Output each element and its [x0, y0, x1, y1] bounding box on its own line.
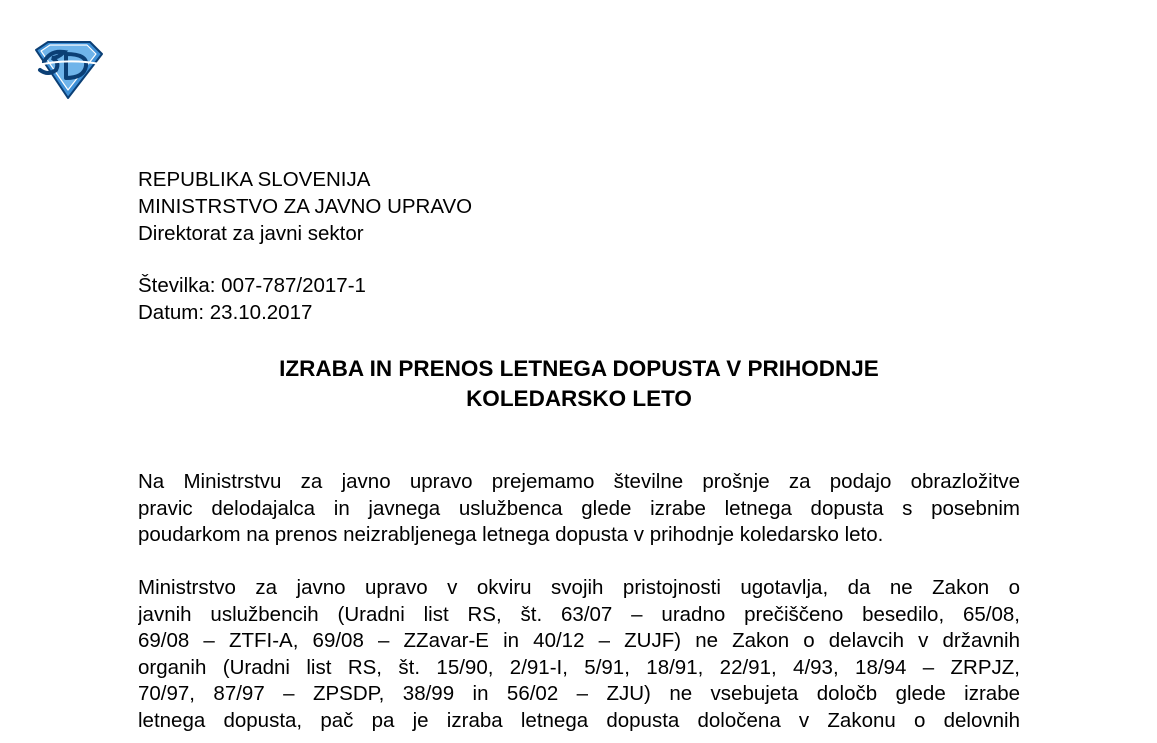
- paragraph-line: Ministrstvo za javno upravo v okviru svojih pristojnosti ugotavlja, da ne Zakon o: [138, 576, 1020, 599]
- body-paragraph-2: [138, 575, 1020, 735]
- paragraph-line: poudarkom na prenos neizrabljenega letnega dopusta v prihodnje koledarsko leto.: [138, 523, 884, 547]
- paragraph-line: 70/97, 87/97 – ZPSDP, 38/99 in 56/02 – ZJU) ne vsebujeta določb glede izrabe: [138, 682, 1020, 706]
- issuer-country: REPUBLIKA SLOVENIJA: [138, 168, 371, 191]
- title-line-1: IZRABA IN PRENOS LETNEGA DOPUSTA V PRIHODNJE: [279, 356, 879, 381]
- paragraph-line: Na Ministrstvu za javno upravo prejemamo številne prošnje za podajo obrazložitve: [138, 470, 1020, 493]
- document-date: Datum: 23.10.2017: [138, 301, 313, 324]
- paragraph-line: letnega dopusta, pač pa je izraba letnega dopusta določena v Zakonu o delovnih: [138, 708, 1020, 732]
- paragraph-line: javnih uslužbencih (Uradni list RS, št. 63/07 – uradno prečiščeno besedilo, 65/08,: [138, 602, 1020, 626]
- document-title: [138, 354, 1020, 414]
- paragraph-line: organih (Uradni list RS, št. 15/90, 2/91-I, 5/91, 18/91, 22/91, 4/93, 18/94 – ZRPJZ,: [138, 655, 1020, 679]
- issuer-block: [138, 166, 472, 247]
- document-number: Številka: 007-787/2017-1: [138, 274, 366, 297]
- body-paragraph-1: [138, 469, 1020, 549]
- ministry-logo: [30, 40, 104, 100]
- title-line-2: KOLEDARSKO LETO: [466, 386, 692, 411]
- issuer-directorate: Direktorat za javni sektor: [138, 222, 364, 245]
- paragraph-line: 69/08 – ZTFI-A, 69/08 – ZZavar-E in 40/12 – ZUJF) ne Zakon o delavcih v državnih: [138, 629, 1020, 653]
- document-meta: [138, 272, 366, 326]
- issuer-ministry: MINISTRSTVO ZA JAVNO UPRAVO: [138, 195, 473, 218]
- paragraph-line: pravic delodajalca in javnega uslužbenca glede izrabe letnega dopusta s posebnim: [138, 496, 1020, 520]
